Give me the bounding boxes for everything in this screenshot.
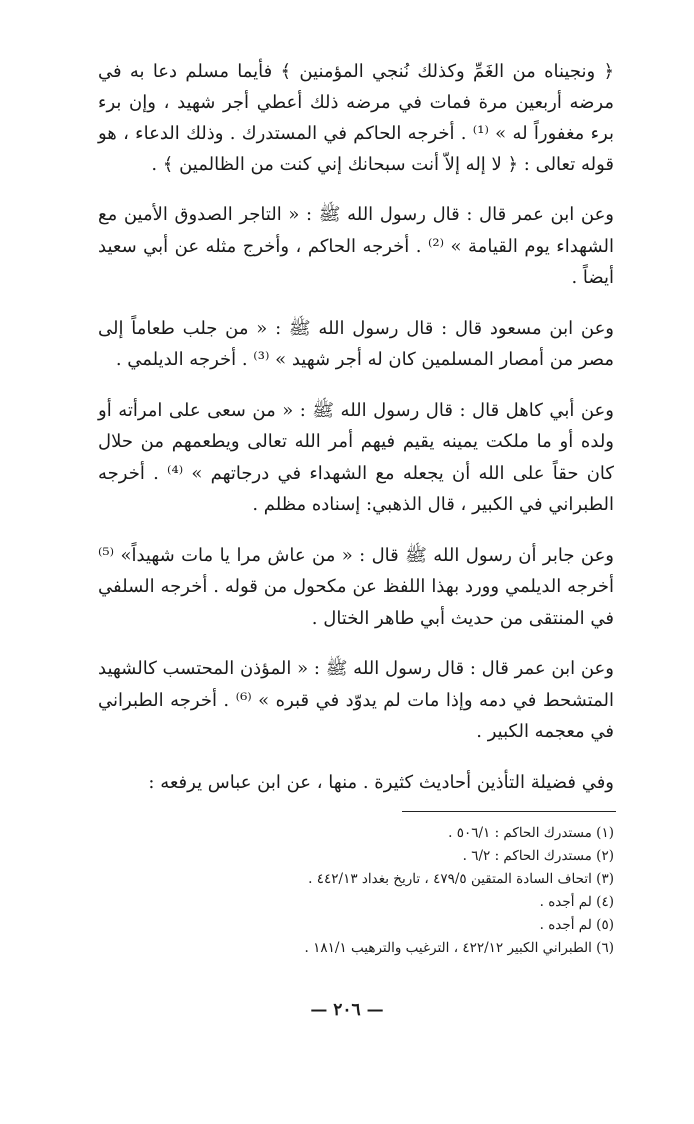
paragraph-4: وعن أبي كاهل قال : قال رسول الله ﷺ : « من سعى على امرأته أو ولده أو ما ملكت يمينه يقيم فيهم أمر الله تعالى ويطعمهم من حلال كان حقاً على الله أن يجعله مع الشهداء في درجاتهم » ⁽⁴⁾ . أخرجه الطبراني في الكبير ، قال الذهبي: إسناده مظلم . (98, 399, 614, 515)
footnote-6: (٦) الطبراني الكبير ٤٢٢/١٢ ، الترغيب والترهيب ١٨١/١ . (304, 940, 614, 956)
paragraph-1: ﴿ ونجيناه من الغَمِّ وكذلك نُنجي المؤمنين ﴾ فأيما مسلم دعا به في مرضه أربعين مرة فمات في مرضه ذلك أعطي أجر شهيد ، وإن برء برء مغفوراً له » ⁽¹⁾ . أخرجه الحاكم في المستدرك . وذلك الدعاء ، هو قوله تعالى : ﴿ لا إله إلاّ أنت سبحانك إني كنت من الظالمين ﴾ . (98, 61, 614, 175)
paragraph-7: وفي فضيلة التأذين أحاديث كثيرة . منها ، عن ابن عباس يرفعه : (148, 771, 614, 793)
paragraph-5: وعن جابر أن رسول الله ﷺ قال : « من عاش مرا يا مات شهيداً» ⁽⁵⁾ أخرجه الديلمي وورد بهذا اللفظ عن مكحول من قوله . أخرجه السلفي في المنتقى من حديث أبي طاهر الختال . (98, 544, 614, 629)
page-number: — ٢٠٦ — (310, 1000, 384, 1020)
footnote-3: (٣) اتحاف السادة المتقين ٤٧٩/٥ ، تاريخ بغداد ٤٤٢/١٣ . (308, 871, 614, 887)
footnotes (160, 822, 614, 960)
footnote-2: (٢) مستدرك الحاكم : ٦/٢ . (462, 848, 614, 864)
footnote-5: (٥) لم أجده . (539, 917, 614, 933)
paragraph-3: وعن ابن مسعود قال : قال رسول الله ﷺ : « من جلب طعاماً إلى مصر من أمصار المسلمين كان له أجر شهيد » ⁽³⁾ . أخرجه الديلمي . (98, 317, 614, 370)
main-text (98, 56, 614, 817)
footnote-4: (٤) لم أجده . (539, 894, 614, 910)
footnote-1: (١) مستدرك الحاكم : ٥٠٦/١ . (448, 825, 614, 841)
paragraph-2: وعن ابن عمر قال : قال رسول الله ﷺ : « التاجر الصدوق الأمين مع الشهداء يوم القيامة » ⁽²⁾ . أخرجه الحاكم ، وأخرج مثله عن أبي سعيد أيضاً . (98, 204, 615, 288)
footnote-divider (402, 811, 616, 812)
paragraph-6: وعن ابن عمر قال : قال رسول الله ﷺ : « المؤذن المحتسب كالشهيد المتشحط في دمه وإذا مات لم يدوّد في قبره » ⁽⁶⁾ . أخرجه الطبراني في معجمه الكبير . (98, 658, 614, 742)
